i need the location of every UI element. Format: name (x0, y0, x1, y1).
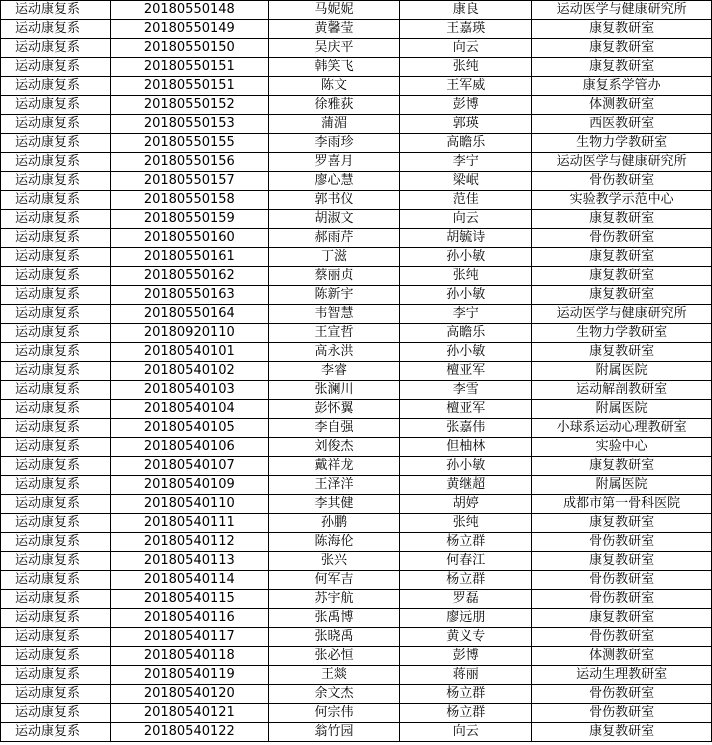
department-cell: 康复教研室 (532, 267, 712, 286)
major-cell: 运动康复系 (1, 77, 111, 96)
major-cell: 运动康复系 (1, 39, 111, 58)
advisor-cell: 张纯 (400, 58, 532, 77)
student-name-cell: 陈新宇 (268, 286, 400, 305)
department-cell: 运动生理教研室 (532, 666, 712, 685)
student-name-cell: 吴庆平 (268, 39, 400, 58)
table-row (1, 191, 712, 210)
student-id-cell: 20180550159 (110, 210, 268, 229)
student-id-cell: 20180540111 (110, 514, 268, 533)
advisor-cell: 杨立群 (400, 571, 532, 590)
advisor-cell: 胡婷 (400, 495, 532, 514)
student-id-cell: 20180540118 (110, 647, 268, 666)
advisor-cell: 檀亚军 (400, 400, 532, 419)
major-cell: 运动康复系 (1, 704, 111, 723)
student-id-cell: 20180550157 (110, 172, 268, 191)
table-row (1, 96, 712, 115)
table-row (1, 305, 712, 324)
student-name-cell: 罗喜月 (268, 153, 400, 172)
department-cell: 骨伤教研室 (532, 628, 712, 647)
major-cell: 运动康复系 (1, 400, 111, 419)
advisor-cell: 张纯 (400, 267, 532, 286)
department-cell: 生物力学教研室 (532, 134, 712, 153)
advisor-cell: 向云 (400, 723, 532, 742)
major-cell: 运动康复系 (1, 172, 111, 191)
table-row (1, 609, 712, 628)
department-cell: 康复教研室 (532, 457, 712, 476)
table-row (1, 647, 712, 666)
student-id-cell: 20180550156 (110, 153, 268, 172)
student-id-cell: 20180540105 (110, 419, 268, 438)
table-row (1, 77, 712, 96)
student-id-cell: 20180540119 (110, 666, 268, 685)
table-row (1, 210, 712, 229)
student-id-cell: 20180550148 (110, 1, 268, 20)
student-name-cell: 陈文 (268, 77, 400, 96)
major-cell: 运动康复系 (1, 267, 111, 286)
department-cell: 运动医学与健康研究所 (532, 305, 712, 324)
advisor-cell: 孙小敏 (400, 343, 532, 362)
major-cell: 运动康复系 (1, 229, 111, 248)
table-row (1, 229, 712, 248)
department-cell: 康复教研室 (532, 723, 712, 742)
student-id-cell: 20180550152 (110, 96, 268, 115)
table-row (1, 1, 712, 20)
major-cell: 运动康复系 (1, 343, 111, 362)
table-row (1, 20, 712, 39)
student-name-cell: 高永洪 (268, 343, 400, 362)
student-id-cell: 20180550150 (110, 39, 268, 58)
student-id-cell: 20180550160 (110, 229, 268, 248)
student-name-cell: 蔡丽贞 (268, 267, 400, 286)
table-row (1, 685, 712, 704)
advisor-cell: 孙小敏 (400, 248, 532, 267)
advisor-cell: 檀亚军 (400, 362, 532, 381)
advisor-cell: 王军威 (400, 77, 532, 96)
student-name-cell: 张必恒 (268, 647, 400, 666)
department-cell: 实验中心 (532, 438, 712, 457)
major-cell: 运动康复系 (1, 324, 111, 343)
table-body (1, 1, 712, 742)
student-name-cell: 陈海伦 (268, 533, 400, 552)
major-cell: 运动康复系 (1, 248, 111, 267)
department-cell: 骨伤教研室 (532, 704, 712, 723)
table-row (1, 286, 712, 305)
student-id-cell: 20180550151 (110, 77, 268, 96)
advisor-cell: 黄继超 (400, 476, 532, 495)
student-id-cell: 20180540120 (110, 685, 268, 704)
table-row (1, 381, 712, 400)
major-cell: 运动康复系 (1, 191, 111, 210)
student-name-cell: 郝雨芹 (268, 229, 400, 248)
advisor-cell: 何春江 (400, 552, 532, 571)
advisor-cell: 孙小敏 (400, 286, 532, 305)
student-name-cell: 苏宇航 (268, 590, 400, 609)
department-cell: 实验教学示范中心 (532, 191, 712, 210)
table-row (1, 704, 712, 723)
student-name-cell: 彭怀翼 (268, 400, 400, 419)
advisor-cell: 李雪 (400, 381, 532, 400)
table-row (1, 172, 712, 191)
department-cell: 西医教研室 (532, 115, 712, 134)
student-name-cell: 余文杰 (268, 685, 400, 704)
student-id-cell: 20180550153 (110, 115, 268, 134)
advisor-cell: 胡毓诗 (400, 229, 532, 248)
table-row (1, 324, 712, 343)
department-cell: 体测教研室 (532, 96, 712, 115)
advisor-cell: 彭博 (400, 96, 532, 115)
department-cell: 运动解剖教研室 (532, 381, 712, 400)
major-cell: 运动康复系 (1, 533, 111, 552)
department-cell: 骨伤教研室 (532, 172, 712, 191)
department-cell: 附属医院 (532, 400, 712, 419)
advisor-cell: 蒋丽 (400, 666, 532, 685)
major-cell: 运动康复系 (1, 210, 111, 229)
major-cell: 运动康复系 (1, 457, 111, 476)
advisor-cell: 王嘉瑛 (400, 20, 532, 39)
major-cell: 运动康复系 (1, 723, 111, 742)
major-cell: 运动康复系 (1, 571, 111, 590)
student-name-cell: 李其健 (268, 495, 400, 514)
table-row (1, 514, 712, 533)
advisor-cell: 高瞻乐 (400, 324, 532, 343)
student-id-cell: 20180540101 (110, 343, 268, 362)
student-id-cell: 20180540122 (110, 723, 268, 742)
student-name-cell: 戴祥龙 (268, 457, 400, 476)
student-name-cell: 李自强 (268, 419, 400, 438)
table-row (1, 495, 712, 514)
major-cell: 运动康复系 (1, 286, 111, 305)
student-name-cell: 何宗伟 (268, 704, 400, 723)
advisor-cell: 康良 (400, 1, 532, 20)
table-row (1, 115, 712, 134)
table-row (1, 343, 712, 362)
student-id-cell: 20180550149 (110, 20, 268, 39)
student-id-cell: 20180540115 (110, 590, 268, 609)
major-cell: 运动康复系 (1, 305, 111, 324)
advisor-cell: 廖远朋 (400, 609, 532, 628)
major-cell: 运动康复系 (1, 514, 111, 533)
department-cell: 小球系运动心理教研室 (532, 419, 712, 438)
student-name-cell: 李雨珍 (268, 134, 400, 153)
department-cell: 运动医学与健康研究所 (532, 153, 712, 172)
student-id-cell: 20180540104 (110, 400, 268, 419)
department-cell: 康复教研室 (532, 609, 712, 628)
major-cell: 运动康复系 (1, 438, 111, 457)
advisor-cell: 李宁 (400, 305, 532, 324)
student-id-cell: 20180920110 (110, 324, 268, 343)
advisor-cell: 郭瑛 (400, 115, 532, 134)
advisor-cell: 向云 (400, 39, 532, 58)
department-cell: 骨伤教研室 (532, 229, 712, 248)
student-name-cell: 韩笑飞 (268, 58, 400, 77)
student-id-cell: 20180540110 (110, 495, 268, 514)
student-id-cell: 20180550164 (110, 305, 268, 324)
table-row (1, 533, 712, 552)
student-name-cell: 李睿 (268, 362, 400, 381)
student-name-cell: 翁竹园 (268, 723, 400, 742)
student-id-cell: 20180540114 (110, 571, 268, 590)
table-row (1, 58, 712, 77)
student-name-cell: 蒲湄 (268, 115, 400, 134)
table-row (1, 476, 712, 495)
advisor-cell: 孙小敏 (400, 457, 532, 476)
student-name-cell: 韦智慧 (268, 305, 400, 324)
department-cell: 康复教研室 (532, 514, 712, 533)
department-cell: 骨伤教研室 (532, 685, 712, 704)
table-row (1, 419, 712, 438)
major-cell: 运动康复系 (1, 381, 111, 400)
department-cell: 骨伤教研室 (532, 571, 712, 590)
student-id-cell: 20180540116 (110, 609, 268, 628)
student-name-cell: 丁滋 (268, 248, 400, 267)
table-row (1, 362, 712, 381)
department-cell: 生物力学教研室 (532, 324, 712, 343)
major-cell: 运动康复系 (1, 647, 111, 666)
table-row (1, 153, 712, 172)
advisor-cell: 高瞻乐 (400, 134, 532, 153)
student-name-cell: 徐雅荻 (268, 96, 400, 115)
student-id-cell: 20180550163 (110, 286, 268, 305)
table-row (1, 666, 712, 685)
student-id-cell: 20180550162 (110, 267, 268, 286)
student-name-cell: 廖心慧 (268, 172, 400, 191)
student-name-cell: 王燚 (268, 666, 400, 685)
table-row (1, 552, 712, 571)
major-cell: 运动康复系 (1, 685, 111, 704)
student-id-cell: 20180550151 (110, 58, 268, 77)
student-id-cell: 20180540121 (110, 704, 268, 723)
advisor-cell: 杨立群 (400, 704, 532, 723)
advisor-cell: 张嘉伟 (400, 419, 532, 438)
advisor-cell: 但柚林 (400, 438, 532, 457)
student-name-cell: 黄馨莹 (268, 20, 400, 39)
student-id-cell: 20180540103 (110, 381, 268, 400)
major-cell: 运动康复系 (1, 495, 111, 514)
advisor-cell: 杨立群 (400, 685, 532, 704)
major-cell: 运动康复系 (1, 666, 111, 685)
table-row (1, 267, 712, 286)
department-cell: 骨伤教研室 (532, 533, 712, 552)
table-row (1, 457, 712, 476)
major-cell: 运动康复系 (1, 115, 111, 134)
table-row (1, 134, 712, 153)
department-cell: 康复教研室 (532, 248, 712, 267)
student-name-cell: 张禹博 (268, 609, 400, 628)
advisor-cell: 彭博 (400, 647, 532, 666)
major-cell: 运动康复系 (1, 20, 111, 39)
advisor-cell: 张纯 (400, 514, 532, 533)
student-id-cell: 20180540109 (110, 476, 268, 495)
table-row (1, 248, 712, 267)
table-row (1, 628, 712, 647)
student-name-cell: 何军吉 (268, 571, 400, 590)
advisor-cell: 范佳 (400, 191, 532, 210)
student-id-cell: 20180550155 (110, 134, 268, 153)
department-cell: 康复教研室 (532, 343, 712, 362)
major-cell: 运动康复系 (1, 1, 111, 20)
department-cell: 体测教研室 (532, 647, 712, 666)
student-name-cell: 王宣哲 (268, 324, 400, 343)
department-cell: 附属医院 (532, 476, 712, 495)
student-name-cell: 张晓禹 (268, 628, 400, 647)
student-name-cell: 胡淑文 (268, 210, 400, 229)
department-cell: 康复教研室 (532, 210, 712, 229)
major-cell: 运动康复系 (1, 362, 111, 381)
table-row (1, 438, 712, 457)
student-id-cell: 20180550161 (110, 248, 268, 267)
department-cell: 康复教研室 (532, 39, 712, 58)
major-cell: 运动康复系 (1, 609, 111, 628)
major-cell: 运动康复系 (1, 419, 111, 438)
student-id-cell: 20180540107 (110, 457, 268, 476)
student-name-cell: 王泽洋 (268, 476, 400, 495)
department-cell: 康复教研室 (532, 286, 712, 305)
department-cell: 运动医学与健康研究所 (532, 1, 712, 20)
student-name-cell: 张兴 (268, 552, 400, 571)
student-id-cell: 20180540112 (110, 533, 268, 552)
student-name-cell: 马妮妮 (268, 1, 400, 20)
department-cell: 康复教研室 (532, 552, 712, 571)
major-cell: 运动康复系 (1, 153, 111, 172)
student-name-cell: 郭书仪 (268, 191, 400, 210)
student-id-cell: 20180550158 (110, 191, 268, 210)
table-row (1, 590, 712, 609)
major-cell: 运动康复系 (1, 628, 111, 647)
advisor-cell: 向云 (400, 210, 532, 229)
student-id-cell: 20180540117 (110, 628, 268, 647)
student-id-cell: 20180540102 (110, 362, 268, 381)
student-id-cell: 20180540106 (110, 438, 268, 457)
department-cell: 附属医院 (532, 362, 712, 381)
department-cell: 康复系学管办 (532, 77, 712, 96)
advisor-cell: 黄义专 (400, 628, 532, 647)
advisor-cell: 梁岷 (400, 172, 532, 191)
table-row (1, 723, 712, 742)
student-name-cell: 孙鹏 (268, 514, 400, 533)
department-cell: 康复教研室 (532, 58, 712, 77)
advisor-cell: 杨立群 (400, 533, 532, 552)
department-cell: 康复教研室 (532, 20, 712, 39)
student-name-cell: 张澜川 (268, 381, 400, 400)
major-cell: 运动康复系 (1, 58, 111, 77)
department-cell: 成都市第一骨科医院 (532, 495, 712, 514)
student-id-cell: 20180540113 (110, 552, 268, 571)
advisor-cell: 罗磊 (400, 590, 532, 609)
major-cell: 运动康复系 (1, 552, 111, 571)
major-cell: 运动康复系 (1, 590, 111, 609)
table-row (1, 39, 712, 58)
major-cell: 运动康复系 (1, 96, 111, 115)
table-row (1, 400, 712, 419)
table-row (1, 571, 712, 590)
department-cell: 骨伤教研室 (532, 590, 712, 609)
major-cell: 运动康复系 (1, 476, 111, 495)
student-name-cell: 刘俊杰 (268, 438, 400, 457)
major-cell: 运动康复系 (1, 134, 111, 153)
advisor-cell: 李宁 (400, 153, 532, 172)
